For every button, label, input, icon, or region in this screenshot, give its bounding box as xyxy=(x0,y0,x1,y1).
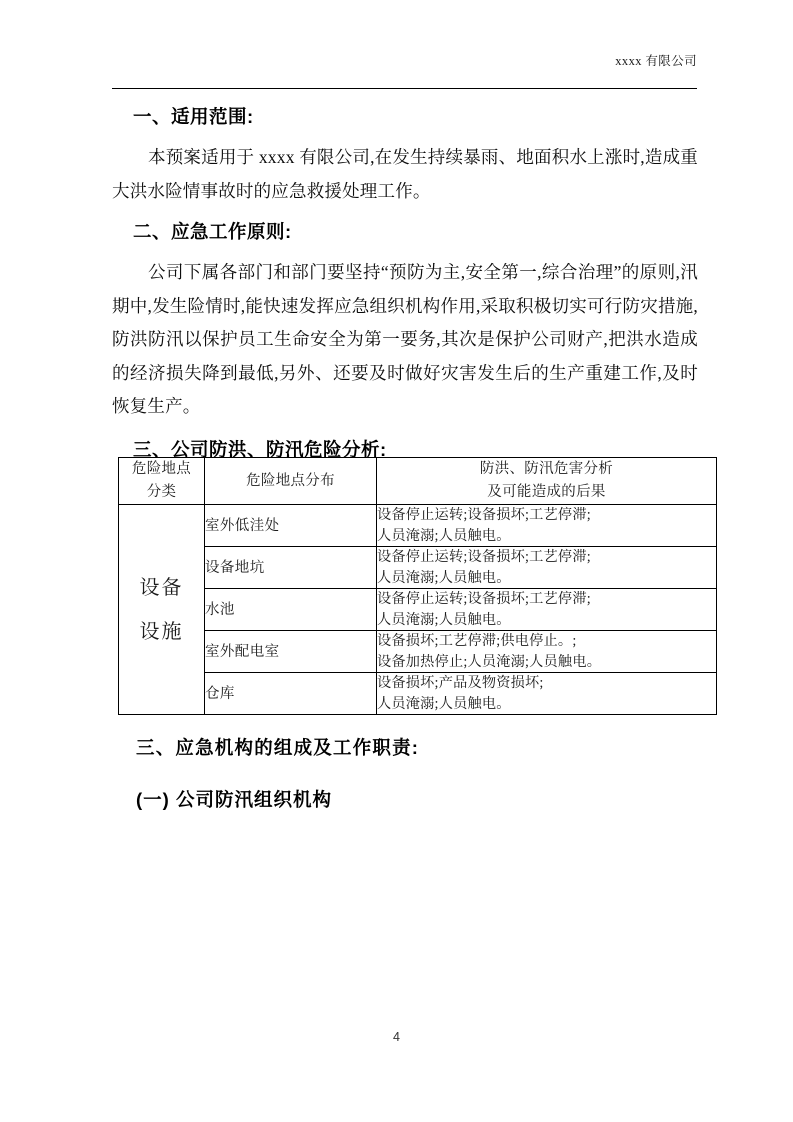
effect-line-1: 设备停止运转;设备损坏;工艺停滞; xyxy=(377,507,591,523)
table-row xyxy=(119,673,717,715)
table-header-location-line1: 危险地点分布 xyxy=(246,472,335,489)
subheading-flood-org-structure: (一) 公司防汛组织机构 xyxy=(136,789,332,810)
document-body xyxy=(112,100,698,466)
table-header-location xyxy=(205,458,377,505)
category-label-line2: 设施 xyxy=(139,620,184,643)
table-header-effects xyxy=(377,458,717,505)
header-company-name: xxxx 有限公司 xyxy=(615,54,697,68)
table-cell-effects xyxy=(377,505,717,547)
table-row xyxy=(119,547,717,589)
effect-line-2: 人员淹溺;人员触电。 xyxy=(377,569,511,586)
table-cell-effects xyxy=(377,547,717,589)
table-header-category xyxy=(119,458,205,505)
page-number: 4 xyxy=(393,1030,400,1044)
paragraph-scope: 本预案适用于 xxxx 有限公司,在发生持续暴雨、地面积水上涨时,造成重大洪水险情事故时的应急救援处理工作。 xyxy=(112,147,698,201)
risk-analysis-table-wrapper xyxy=(118,457,716,715)
spacer xyxy=(112,208,698,215)
table-header-category-line2: 分类 xyxy=(146,484,177,500)
effect-line-1: 设备停止运转;设备损坏;工艺停滞; xyxy=(377,591,591,607)
heading-scope: 一、适用范围: xyxy=(133,106,254,127)
page-header xyxy=(112,52,697,92)
risk-analysis-table xyxy=(118,457,717,715)
table-cell-effects xyxy=(377,589,717,631)
effect-line-1: 设备停止运转;设备损坏;工艺停滞; xyxy=(377,549,591,565)
effect-line-2: 人员淹溺;人员触电。 xyxy=(377,695,511,712)
effect-line-1: 设备损坏;产品及物资损坏; xyxy=(377,675,544,691)
table-cell-location: 设备地坑 xyxy=(205,547,377,589)
table-cell-category-equipment xyxy=(119,505,205,715)
heading-emergency-organization: 三、应急机构的组成及工作职责: xyxy=(136,737,420,758)
table-cell-effects xyxy=(377,631,717,673)
heading-principles: 二、应急工作原则: xyxy=(133,221,292,242)
heading-risk-analysis: 三、公司防洪、防汛危险分析: xyxy=(133,438,387,460)
spacer xyxy=(112,249,698,256)
page-footer xyxy=(0,1028,793,1046)
table-header-category-line1: 危险地点 xyxy=(131,461,192,477)
paragraph-principles: 公司下属各部门和部门要坚持“预防为主,安全第一,综合治理”的原则,汛期中,发生险情时,能快速发挥应急组织机构作用,采取积极切实可行防灾措施,防洪防汛以保护员工生命安全为第一要务,其次是保护公司财产,把洪水造成的经济损失降到最低,另外、还要及时做好灾害发生后的生产重建工作,及时恢复生产。 xyxy=(112,262,698,416)
category-label-line1: 设备 xyxy=(139,576,184,599)
effect-line-2: 人员淹溺;人员触电。 xyxy=(377,527,511,544)
header-divider-rule xyxy=(112,88,697,89)
spacer xyxy=(112,134,698,141)
table-cell-location: 室外配电室 xyxy=(205,631,377,673)
lower-headings-block xyxy=(112,730,698,818)
table-header-effects-line2: 及可能造成的后果 xyxy=(487,484,606,500)
spacer xyxy=(112,424,698,434)
table-cell-location: 仓库 xyxy=(205,673,377,715)
table-header-row xyxy=(119,458,717,505)
effect-line-2: 人员淹溺;人员触电。 xyxy=(377,611,511,628)
effect-line-2: 设备加热停止;人员淹溺;人员触电。 xyxy=(377,653,602,670)
table-cell-effects xyxy=(377,673,717,715)
table-row xyxy=(119,589,717,631)
table-row xyxy=(119,505,717,547)
effect-line-1: 设备损坏;工艺停滞;供电停止。; xyxy=(377,633,577,649)
table-cell-location: 水池 xyxy=(205,589,377,631)
table-header-effects-line1: 防洪、防汛危害分析 xyxy=(479,461,614,477)
table-cell-location: 室外低洼处 xyxy=(205,505,377,547)
spacer xyxy=(112,766,698,782)
table-row xyxy=(119,631,717,673)
